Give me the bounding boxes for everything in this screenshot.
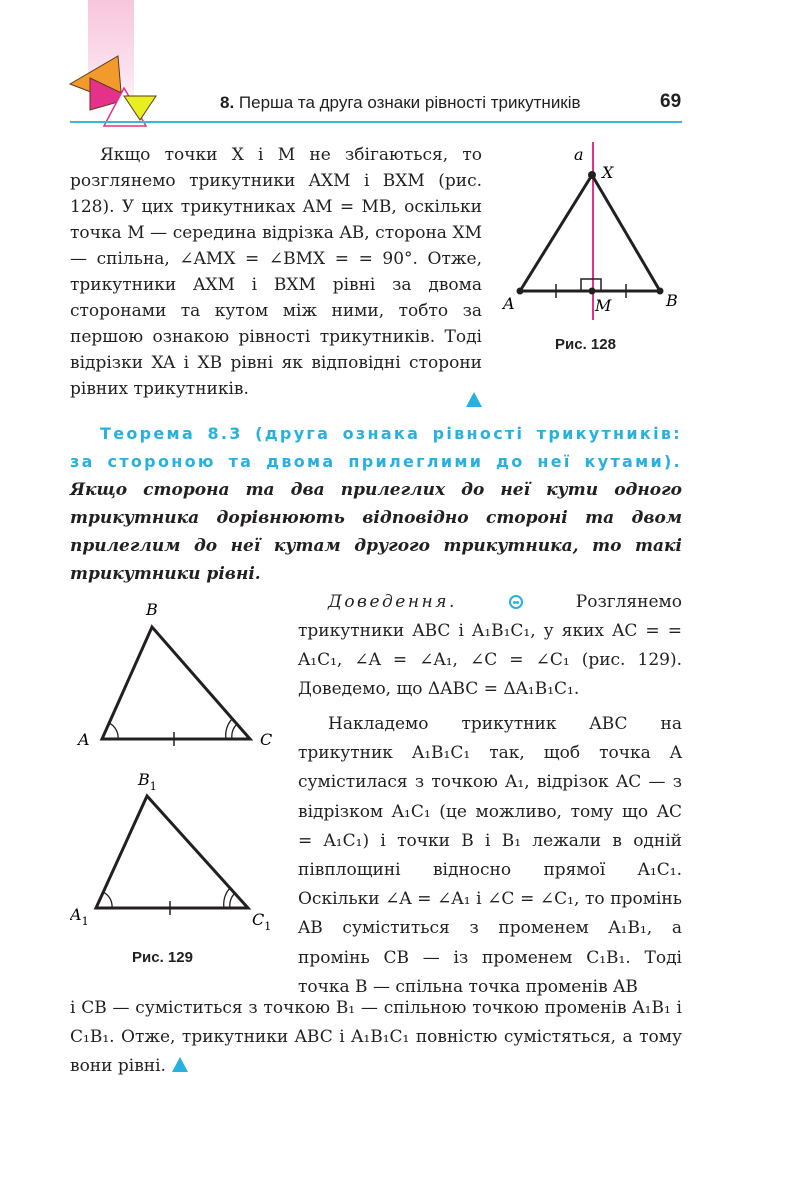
figure-129 — [70, 595, 290, 945]
triangle-ABC — [102, 627, 250, 739]
figure-129-caption: Рис. 129 — [132, 949, 193, 966]
chapter-title: 8. Перша та друга ознаки рівності трикутників — [220, 93, 581, 112]
label-A: A — [503, 294, 515, 313]
triangles-logo-icon — [62, 48, 162, 128]
angle-mark-C1-a — [230, 893, 235, 908]
triangle-end-icon — [172, 1057, 188, 1072]
figure-128 — [500, 140, 690, 330]
label-A1: $A_1$ — [70, 905, 89, 928]
figure-128-caption: Рис. 128 — [555, 336, 616, 353]
label-a: a — [574, 145, 584, 164]
theorem-heading: Теорема 8.3 (друга ознака рівності трикутників: за стороною та двома прилеглими до неї кутами). — [70, 424, 682, 471]
triangle-end-icon — [466, 392, 482, 407]
label-B: B — [666, 291, 678, 310]
proof-paragraph-1 — [298, 588, 682, 704]
triangle-AXB — [520, 175, 660, 291]
theorem-statement: Якщо сторона та два прилеглих до неї кути одного трикутника дорівнюють відповідно стороні та двом прилеглим до неї кутам другого трикутника, то такі трикутники рівні. — [70, 480, 682, 584]
triangle-A1B1C1 — [96, 796, 248, 908]
label-C1: $C_1$ — [252, 910, 272, 933]
point-B — [657, 288, 664, 295]
point-X — [588, 171, 596, 179]
eye-icon — [509, 595, 523, 609]
label-C: C — [260, 730, 273, 749]
label-A: A — [78, 730, 90, 749]
proof-text-1: Розглянемо трикутники ABC і A₁B₁C₁, у яких AC = = A₁C₁, ∠A = ∠A₁, ∠C = ∠C₁ (рис. 129). Доведемо, що ΔABC = ΔA₁B₁C₁. — [298, 592, 683, 699]
point-M — [589, 288, 596, 295]
page-number: 69 — [660, 91, 682, 112]
paragraph-intro: Якщо точки X і M не збігаються, то розглянемо трикутники AXM і BXM (рис. 128). У цих трикутниках AM = MB, оскільки точка M — середина відрізка AB, сторона XM — спільна, ∠AMX = ∠BMX = = 90°. Отже, трикутники AXM і BXM рівні за двома сторонами та кутом між ними, тобто за першою ознакою рівності трикутників. Тоді відрізки XA і XB рівні як відповідні сторони рівних трикутників. — [70, 145, 482, 399]
angle-mark-A — [109, 723, 118, 739]
angle-mark-A1 — [103, 892, 112, 908]
header-rule — [70, 121, 682, 123]
proof-label: Доведення. — [328, 592, 457, 612]
proof-paragraph-2a: Накладемо трикутник ABC на трикутник A₁B₁C₁ так, щоб точка A сумістилася з точкою A₁, відрізок AC — з відрізком A₁C₁ (це можливо, тому що AC = A₁C₁) і точки B і B₁ лежали в одній півплощині відносно прямої A₁C₁. Оскільки ∠A = ∠A₁ і ∠C = ∠C₁, то промінь AB суміститься з променем A₁B₁, а промінь CB — із променем C₁B₁. Тоді точка B — спільна точка променів AB — [298, 714, 682, 997]
label-X: X — [602, 163, 614, 182]
theorem-8-3 — [70, 420, 682, 588]
label-M: M — [595, 296, 612, 315]
angle-mark-C1-b — [224, 888, 230, 908]
angle-mark-C1 — [232, 724, 237, 739]
label-B: B — [146, 600, 158, 619]
label-B1: $B_1$ — [138, 770, 157, 793]
proof-paragraph-2b — [70, 994, 682, 1081]
point-A — [517, 288, 524, 295]
proof-text-2b: і CB — суміститься з точкою B₁ — спільною точкою променів A₁B₁ і C₁B₁. Отже, трикутники ABC і A₁B₁C₁ повністю сумістяться, а тому вони рівні. — [70, 998, 682, 1076]
angle-mark-C2 — [226, 719, 232, 739]
